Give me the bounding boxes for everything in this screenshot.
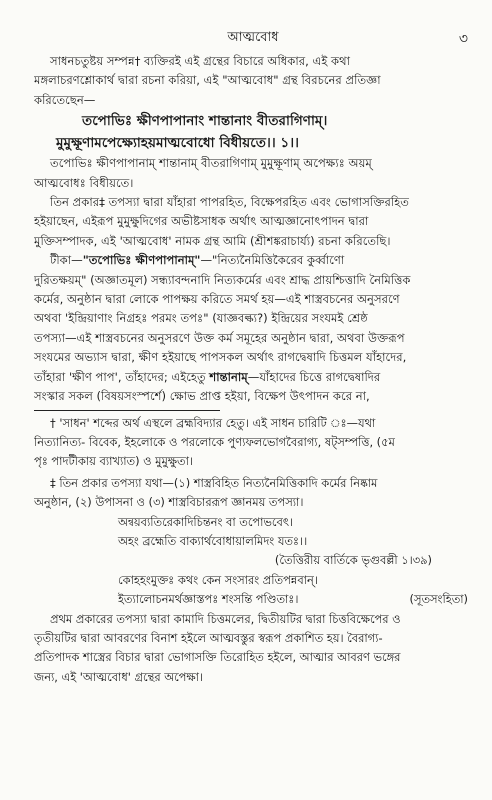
commentary-line: সংস্কার সকল (বিষয়সংস্পর্শে) ক্ষোভ প্রাপ্ত হইয়া, বিক্ষেপ উৎপাদন করে না, xyxy=(34,389,370,404)
commentary-text: —যাঁহাদের চিত্তে রাগদ্বেষাদির xyxy=(247,369,381,384)
commentary-line: তপস্যা—এই শাস্ত্রবচনের অনুসরণে উক্ত কর্ম সমূহের অনুষ্ঠান দ্বারা, অথবা উক্তরূপ xyxy=(34,330,405,345)
commentary-line: সংযমের অভ্যাস দ্বারা, ক্ষীণ হইয়াছে পাপসকল অর্থাৎ রাগদ্বেষাদি চিত্তমল যাঁহাদের, xyxy=(34,350,407,365)
commentary-line: দুরিতক্ষয়ম্" (অজ্ঞাতমূল) সন্ধ্যাবন্দনাদি নিত্যকর্মের এবং শ্রাদ্ধ প্রায়শ্চিত্তাদি নৈমিত্তিক xyxy=(34,272,411,287)
translation-line: তিন প্রকার‡ তপস্যা দ্বারা যাঁহারা পাপরহিত, বিক্ষেপরহিত এবং ভোগাসক্তিরহিত xyxy=(50,195,409,210)
quoted-verse-line xyxy=(34,590,472,609)
quoted-verse-text: ইত্যালোচনমর্থজ্ঞাস্তপঃ শংসন্তি পণ্ডিতাঃ। xyxy=(118,592,299,607)
footnote-closing-line: তৃতীয়টির দ্বারা আবরণের বিনাশ হইলে আত্মবস্তুর স্বরূপ প্রকাশিত হয়। বৈরাগ্য- xyxy=(34,630,383,645)
footnote-ddagger-line: অনুষ্ঠান, (২) উপাসনা ও (৩) শাস্ত্রবিচাররূপ জ্ঞানময় তপস্যা। xyxy=(34,495,304,510)
anvaya-line: আত্মবোধঃ বিধীয়তে। xyxy=(34,175,134,190)
intro-line: করিতেছেন— xyxy=(34,92,96,107)
footnote-closing-line: প্রতিপাদক শাস্ত্রের বিচার দ্বারা ভোগাসক্তি তিরোহিত হইলে, আত্মার আবরণ ভঙ্গের xyxy=(34,650,401,665)
footnote-dagger-line: নিত্যানিত্য- বিবেক, ইহলোকে ও পরলোকে পুণ্যফলভোগবৈরাগ্য, ষট্‌সম্পত্তি, (৫ম xyxy=(34,434,395,449)
intro-line: মঙ্গলাচরণশ্লোকার্থ দ্বারা রচনা করিয়া, এই "আত্মবোধ" গ্রন্থ বিরচনের প্রতিজ্ঞা xyxy=(34,73,381,88)
commentary-line xyxy=(34,368,472,387)
quote-source: (তৈত্তিরীয় বার্তিকে ভৃগুবল্লী ১।৩৯) xyxy=(274,553,432,568)
footnote-closing-line: প্রথম প্রকারের তপস্যা দ্বারা কামাদি চিত্তমলের, দ্বিতীয়টির দ্বারা চিত্তবিক্ষেপের ও xyxy=(50,611,401,626)
footnote-closing-line: জন্য, এই 'আত্মবোধ' গ্রন্থের অপেক্ষা। xyxy=(34,669,203,684)
commentary-text: —"নিত্যনৈমিত্তিকৈরেব কুর্ব্বাণো xyxy=(200,253,345,268)
intro-line: সাধনচতুষ্টয় সম্পন্ন† ব্যক্তিরই এই গ্রন্থের বিচারে অধিকার, এই কথা xyxy=(50,54,351,68)
quoted-verse-line: অহং ব্রহ্মেতি বাক্যার্থবোধায়ালমিদং যতঃ।। xyxy=(118,533,308,548)
commentary-line: অথবা 'ইন্দ্রিয়াণাং নিগ্রহঃ পরমং তপঃ" (যাজ্ঞবল্ক্য?) ইন্দ্রিয়ের সংযমই শ্রেষ্ঠ xyxy=(34,311,368,326)
sanskrit-verse-line: মুমুক্ষূণামপেক্ষ্যোহয়মাত্মবোধো বিধীয়তে।। ১।। xyxy=(56,135,299,152)
sanskrit-verse-line: তপোভিঃ ক্ষীণপাপানাং শান্তানাং বীতরাগিণাম্। xyxy=(82,113,328,130)
footnote-ddagger-line: ‡ তিন প্রকার তপস্যা যথা—(১) শাস্ত্রবিহিত নিত্যনৈমিত্তিকাদি কর্মের নিষ্কাম xyxy=(50,475,378,490)
commentary-label: টীকা— xyxy=(50,253,83,268)
quote-source: (সূতসংহিতা) xyxy=(409,592,468,607)
commentary-line: কর্মের, অনুষ্ঠান দ্বারা লোকে পাপক্ষয় করিতে সমর্থ হয়—এই শাস্ত্রবচনের অনুসরণে xyxy=(34,292,400,307)
page-number: ৩ xyxy=(458,31,468,47)
commentary-first-line xyxy=(34,251,472,270)
commentary-text: তাঁহারা 'ক্ষীণ পাপ', তাঁহাদের; এইহেতু xyxy=(34,369,210,384)
footnote-dagger-line: পৃঃ পাদটীকায় ব্যাখ্যাত) ও মুমুক্ষুতা। xyxy=(34,454,193,469)
anvaya-line: তপোভিঃ ক্ষীণপাপানাম্ শান্তানাম্ বীতরাগিণাম্ মুমুক্ষূণাম্ অপেক্ষ্যঃ অয়ম্ xyxy=(50,156,372,171)
footnote-separator xyxy=(34,410,220,411)
translation-line: মুক্তিসম্পাদক, এই 'আত্মবোধ' নামক গ্রন্থ আমি (শ্রীশঙ্করাচার্য্য) রচনা করিতেছি। xyxy=(34,233,391,248)
quoted-verse-line: অন্বয়ব্যতিরেকাদিচিন্তনং বা তপোভবেৎ। xyxy=(118,514,293,529)
footnote-dagger-line: † 'সাধন' শব্দের অর্থ এস্থলে ব্রহ্মবিদ্যার হেতু। এই সাধন চারিটি ঃ—যথা xyxy=(50,415,376,430)
translation-line: হইয়াছেন, এইরূপ মুমুক্ষুদিগের অভীষ্টসাধক অর্থাৎ আত্মজ্ঞানোৎপাদন দ্বারা xyxy=(34,214,369,229)
commentary-term: "তপোভিঃ ক্ষীণপাপানাম্" xyxy=(82,253,201,268)
quoted-verse-line: কোহহংমুক্তঃ কথং কেন সংসারং প্রতিপন্নবান্‌। xyxy=(118,572,318,587)
commentary-term: শান্তানাম্ xyxy=(209,369,248,384)
running-title: আত্মবোধ xyxy=(227,30,279,45)
page-header xyxy=(34,0,472,52)
